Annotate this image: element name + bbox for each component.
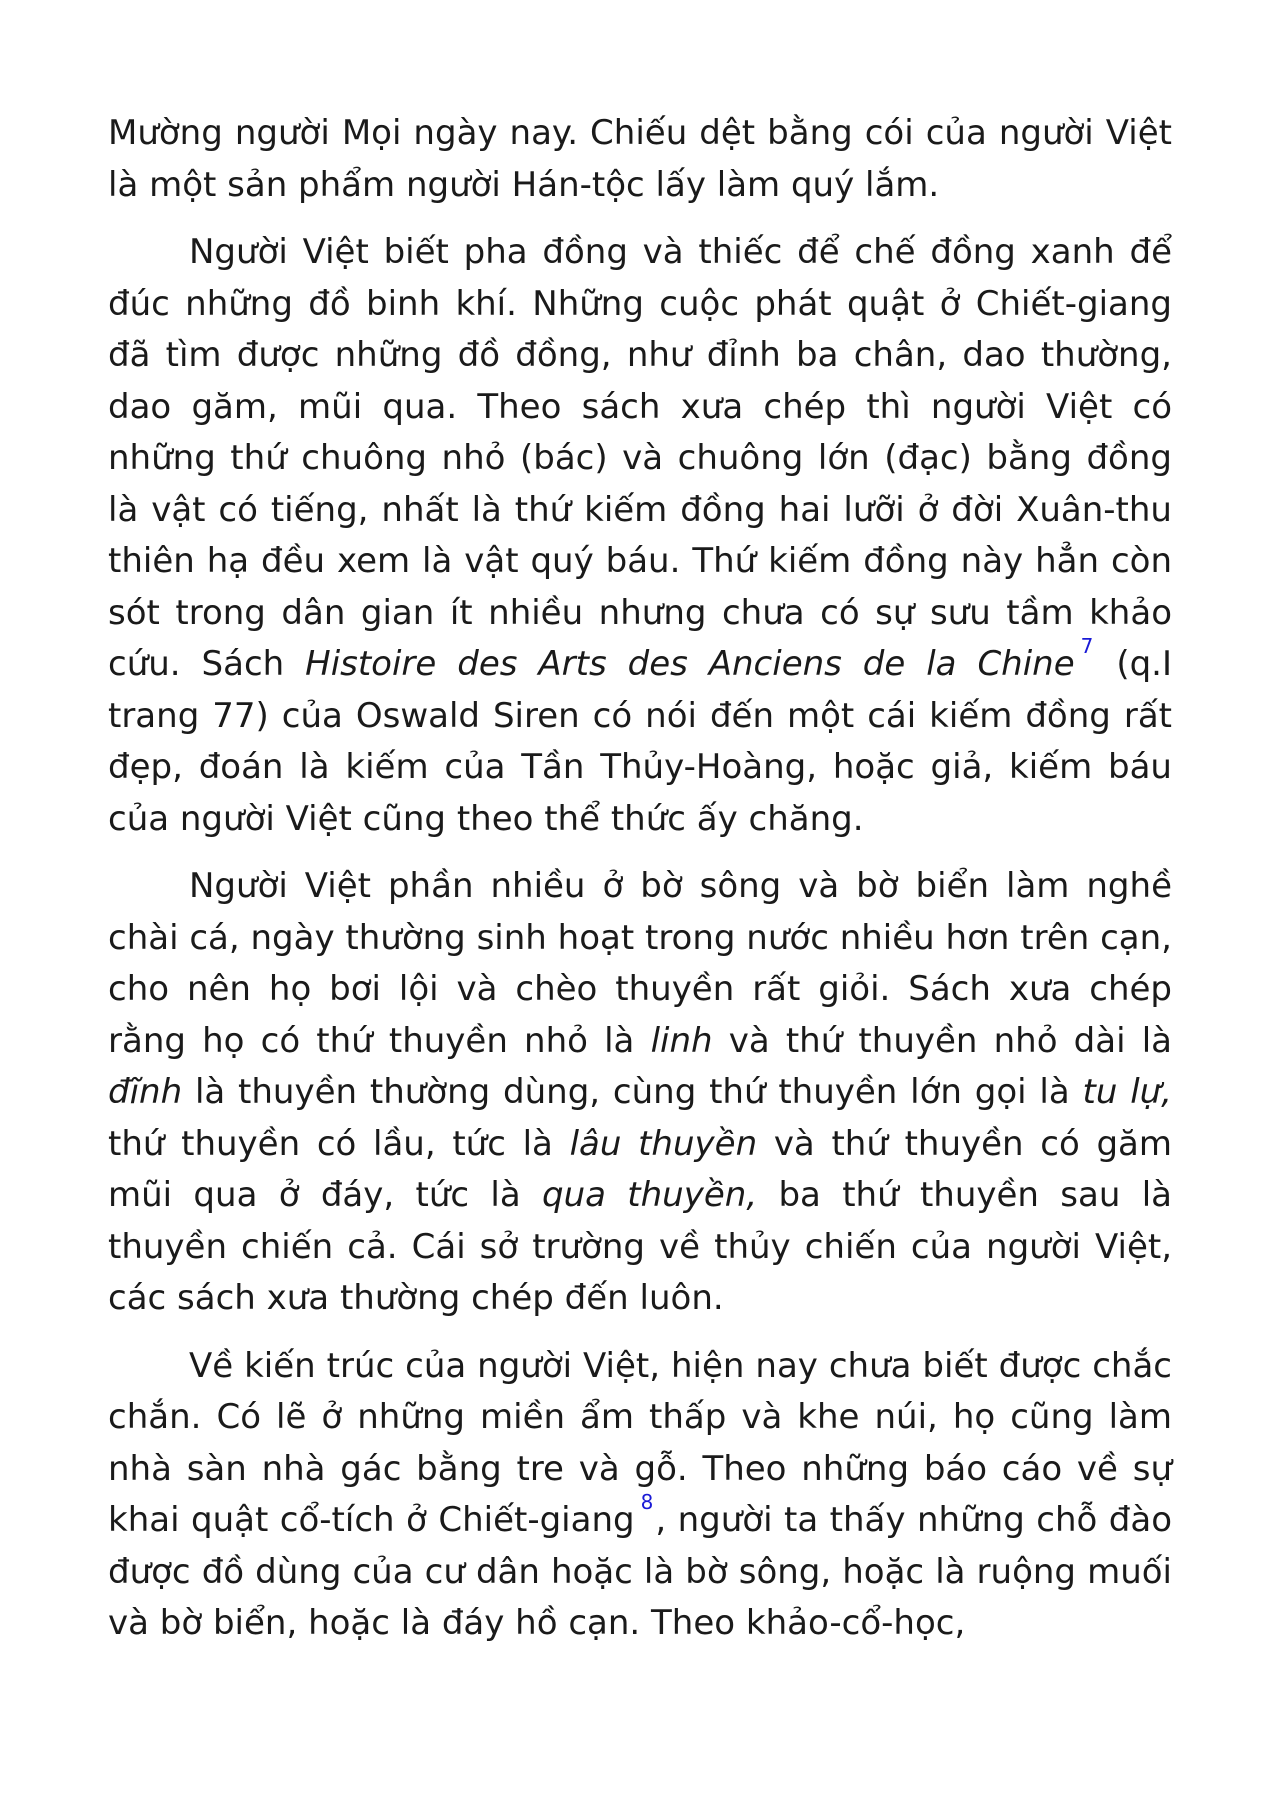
text-run: ba thứ thuyền sau là thuyền chiến cả. Cái sở trường về thủy chiến của người Việt, các sách xưa thường chép đến luôn. (108, 1175, 1172, 1318)
italic-term: qua thuyền, (542, 1175, 758, 1215)
text-run: là thuyền thường dùng, cùng thứ thuyền lớn gọi là (182, 1072, 1083, 1112)
text-run: và thứ thuyền nhỏ dài là (712, 1020, 1172, 1061)
book-title-italic: Histoire des Arts des Anciens de la Chine (305, 644, 1075, 684)
italic-term: đĩnh (108, 1072, 183, 1112)
paragraph-1 (108, 108, 1172, 211)
paragraph-2 (108, 227, 1172, 845)
text-run: (q.I trang 77) của Oswald Siren có nói đến một cái kiếm đồng rất đẹp, đoán là kiếm của Tần Thủy-Hoàng, hoặc giả, kiếm báu của người Việt cũng theo thể thức ấy chăng. (108, 644, 1173, 839)
page-body (108, 108, 1172, 1666)
text-run: Mường người Mọi ngày nay. Chiếu dệt bằng cói của người Việt là một sản phẩm người Hán-tộc lấy làm quý lắm. (108, 113, 1172, 205)
text-run: , người ta thấy những chỗ đào được đồ dùng của cư dân hoặc là bờ sông, hoặc là ruộng muối và bờ biển, hoặc là đáy hồ cạn. Theo khảo-cổ-học, (108, 1500, 1173, 1643)
italic-term: linh (650, 1020, 713, 1061)
footnote-link-7[interactable]: 7 (1080, 634, 1094, 658)
text-run: Người Việt biết pha đồng và thiếc để chế đồng xanh để đúc những đồ binh khí. Những cuộc phát quật ở Chiết-giang đã tìm được những đồ đồng, như đỉnh ba chân, dao thường, dao găm, mũi qua. Theo sách xưa chép thì người Việt có những thứ chuông nhỏ (bác) và chuông lớn (đạc) bằng đồng là vật có tiếng, nhất là thứ kiếm đồng hai lưỡi ở đời Xuân-thu thiên hạ đều xem là vật quý báu. Thứ kiếm đồng này hẳn còn sót trong dân gian ít nhiều nhưng chưa có sự sưu tầm khảo cứu. Sách (108, 232, 1172, 684)
footnote-link-8[interactable]: 8 (640, 1490, 654, 1514)
text-run: Về kiến trúc của người Việt, hiện nay chưa biết được chắc chắn. Có lẽ ở những miền ẩm thấp và khe núi, họ cũng làm nhà sàn nhà gác bằng tre và gỗ. Theo những báo cáo về sự khai quật cổ-tích ở Chiết-giang (108, 1345, 1172, 1540)
text-run: Người Việt phần nhiều ở bờ sông và bờ biển làm nghề chài cá, ngày thường sinh hoạt trong nước nhiều hơn trên cạn, cho nên họ bơi lội và chèo thuyền rất giỏi. Sách xưa chép rằng họ có thứ thuyền nhỏ là (108, 866, 1172, 1061)
text-run: thứ thuyền có lầu, tức là (108, 1123, 570, 1164)
text-run: và thứ thuyền có găm mũi qua ở đáy, tức là (108, 1123, 1173, 1215)
paragraph-4 (108, 1341, 1172, 1650)
italic-term: tu lự, (1082, 1072, 1172, 1112)
italic-term: lâu thuyền (569, 1123, 758, 1164)
paragraph-3 (108, 861, 1172, 1325)
